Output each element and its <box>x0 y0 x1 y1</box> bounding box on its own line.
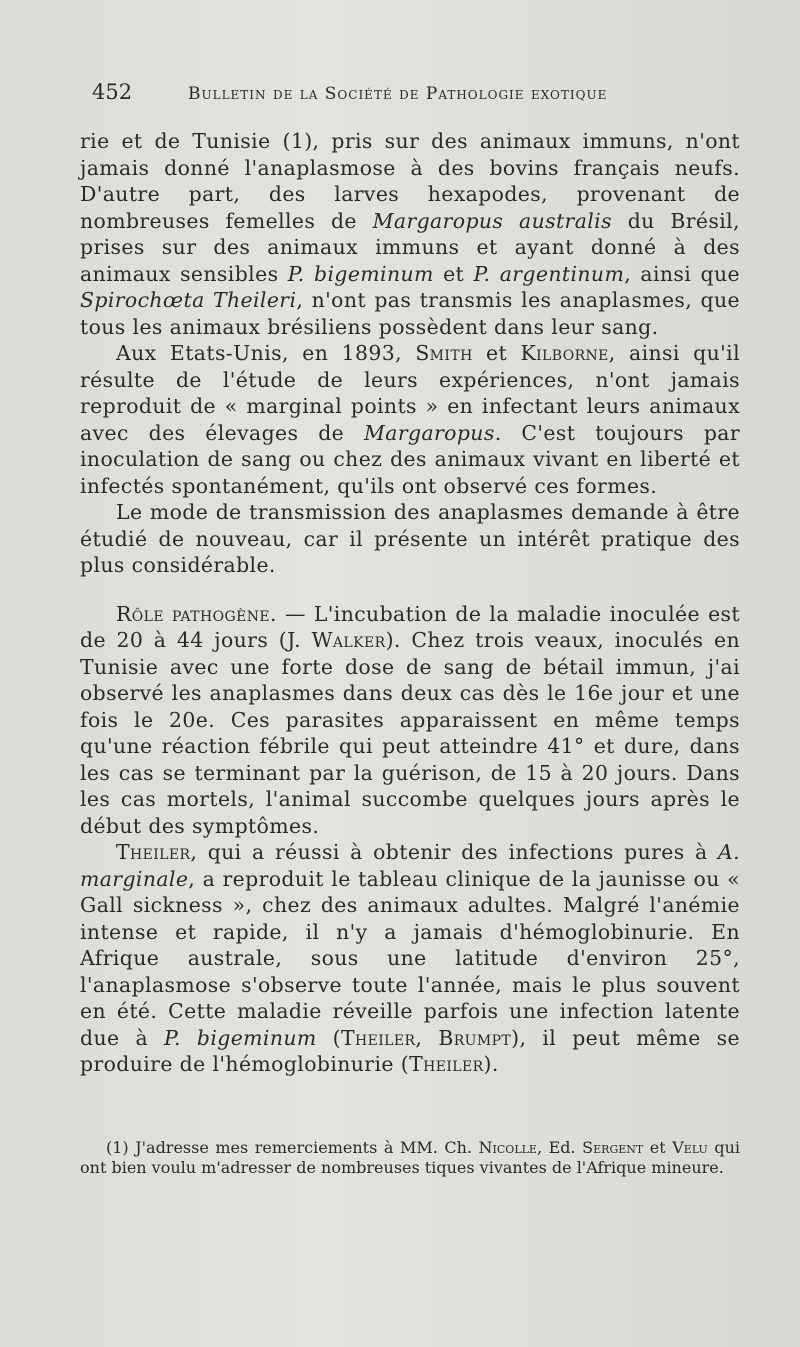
paragraph <box>80 839 740 1078</box>
text-run: ). Chez trois veaux, inoculés en Tunisie avec une forte dose de sang de bétail immun, j'ai observé les anaplasmes dans deux cas dès le 16e jour et une fois le 20e. Ces parasites apparaissent en même temps qu'une réaction fébrile qui peut atteindre 41° et dure, dans les cas se terminant par la guérison, de 15 à 20 jours. Dans les cas mortels, l'animal succombe quelques jours après le début des symptômes. <box>80 628 740 838</box>
text-run: du Brésil, prises sur des animaux immuns et ayant donné à des animaux sensibles <box>80 208 740 286</box>
text-run: , <box>415 1025 439 1050</box>
text-run: et <box>643 1138 673 1157</box>
italic-term: P. argentinum <box>473 261 625 286</box>
text-run: ). <box>483 1052 499 1076</box>
small-caps-name: Walker <box>311 628 386 652</box>
text-run: ), il peut même se produire de l'hémoglobinurie ( <box>80 1025 740 1076</box>
italic-term: P. bigeminum <box>164 1025 317 1050</box>
text-run: Aux Etats-Unis, en 1893, <box>116 341 416 365</box>
text-run: — L'incubation de la maladie inoculée est de 20 à 44 jours (J. <box>80 601 740 652</box>
text-run: ( <box>316 1025 341 1050</box>
text-run: . C'est toujours par inoculation de sang ou chez des animaux vivant en liberté et infectés spontanément, qu'ils ont observé ces formes. <box>80 420 740 498</box>
small-caps-name: Nicolle <box>478 1138 537 1157</box>
italic-term: A. marginale <box>80 840 740 891</box>
text-run: , n'ont pas transmis les anaplasmes, que tous les animaux brésiliens possèdent dans leur sang. <box>80 288 740 339</box>
small-caps-name: Theiler <box>409 1052 484 1076</box>
text-run: et <box>472 341 521 365</box>
small-caps-name: Sergent <box>582 1138 644 1157</box>
text-run: et <box>433 261 474 286</box>
small-caps-name: Brumpt <box>438 1025 512 1050</box>
text-run: rie et de Tunisie (1), pris sur des animaux immuns, n'ont jamais donné l'anaplasmose à des bovins français neufs. D'autre part, des larves hexapodes, provenant de nombreuses femelles de <box>80 129 740 233</box>
text-run: , ainsi qu'il résulte de l'étude de leurs expériences, n'ont jamais reproduit de « marginal points » en infectant leurs animaux avec des élevages de <box>80 341 740 445</box>
small-caps-name: Rôle pathogène. <box>116 601 277 626</box>
paragraph <box>80 340 740 499</box>
text-run: (1) J'adresse mes remerciements à MM. Ch. <box>106 1138 479 1157</box>
paragraph <box>80 128 740 340</box>
main-text <box>80 128 740 1078</box>
paragraph <box>80 499 740 579</box>
italic-term: Margaropus <box>364 420 495 445</box>
small-caps-name: Theiler <box>116 840 191 864</box>
page-number: 452 <box>92 80 133 104</box>
small-caps-name: Velu <box>672 1138 708 1157</box>
running-title: Bulletin de la Société de Pathologie exotique <box>188 84 608 104</box>
italic-term: Spirochœta Theileri <box>80 288 297 312</box>
text-run: Le mode de transmission des anaplasmes demande à être étudié de nouveau, car il présente un intérêt pratique des plus considérable. <box>80 500 740 577</box>
text-run: , Ed. <box>536 1138 583 1157</box>
text-run: , a reproduit le tableau clinique de la jaunisse ou « Gall sickness », chez des animaux adultes. Malgré l'anémie intense et rapide, il n'y a jamais d'hémoglobinurie. En Afrique australe, sous une latitude d'environ 25°, l'anaplasmose s'observe toute l'année, mais le plus souvent en été. Cette maladie réveille parfois une infection latente due à <box>80 866 740 1050</box>
footnote-text <box>80 1138 740 1178</box>
text-run: qui ont bien voulu m'adresser de nombreuses tiques vivantes de l'Afrique mineure. <box>80 1138 741 1177</box>
text-run: , qui a réussi à obtenir des infections pures à <box>190 840 718 864</box>
small-caps-name: Smith <box>415 341 473 365</box>
italic-term: P. bigeminum <box>287 261 434 286</box>
small-caps-name: Theiler <box>341 1025 416 1050</box>
page-header <box>92 80 740 110</box>
paragraph <box>80 601 740 840</box>
small-caps-name: Kilborne <box>520 341 609 365</box>
footnote <box>80 1138 740 1178</box>
italic-term: Margaropus australis <box>372 208 612 233</box>
text-run: , ainsi que <box>624 261 740 286</box>
